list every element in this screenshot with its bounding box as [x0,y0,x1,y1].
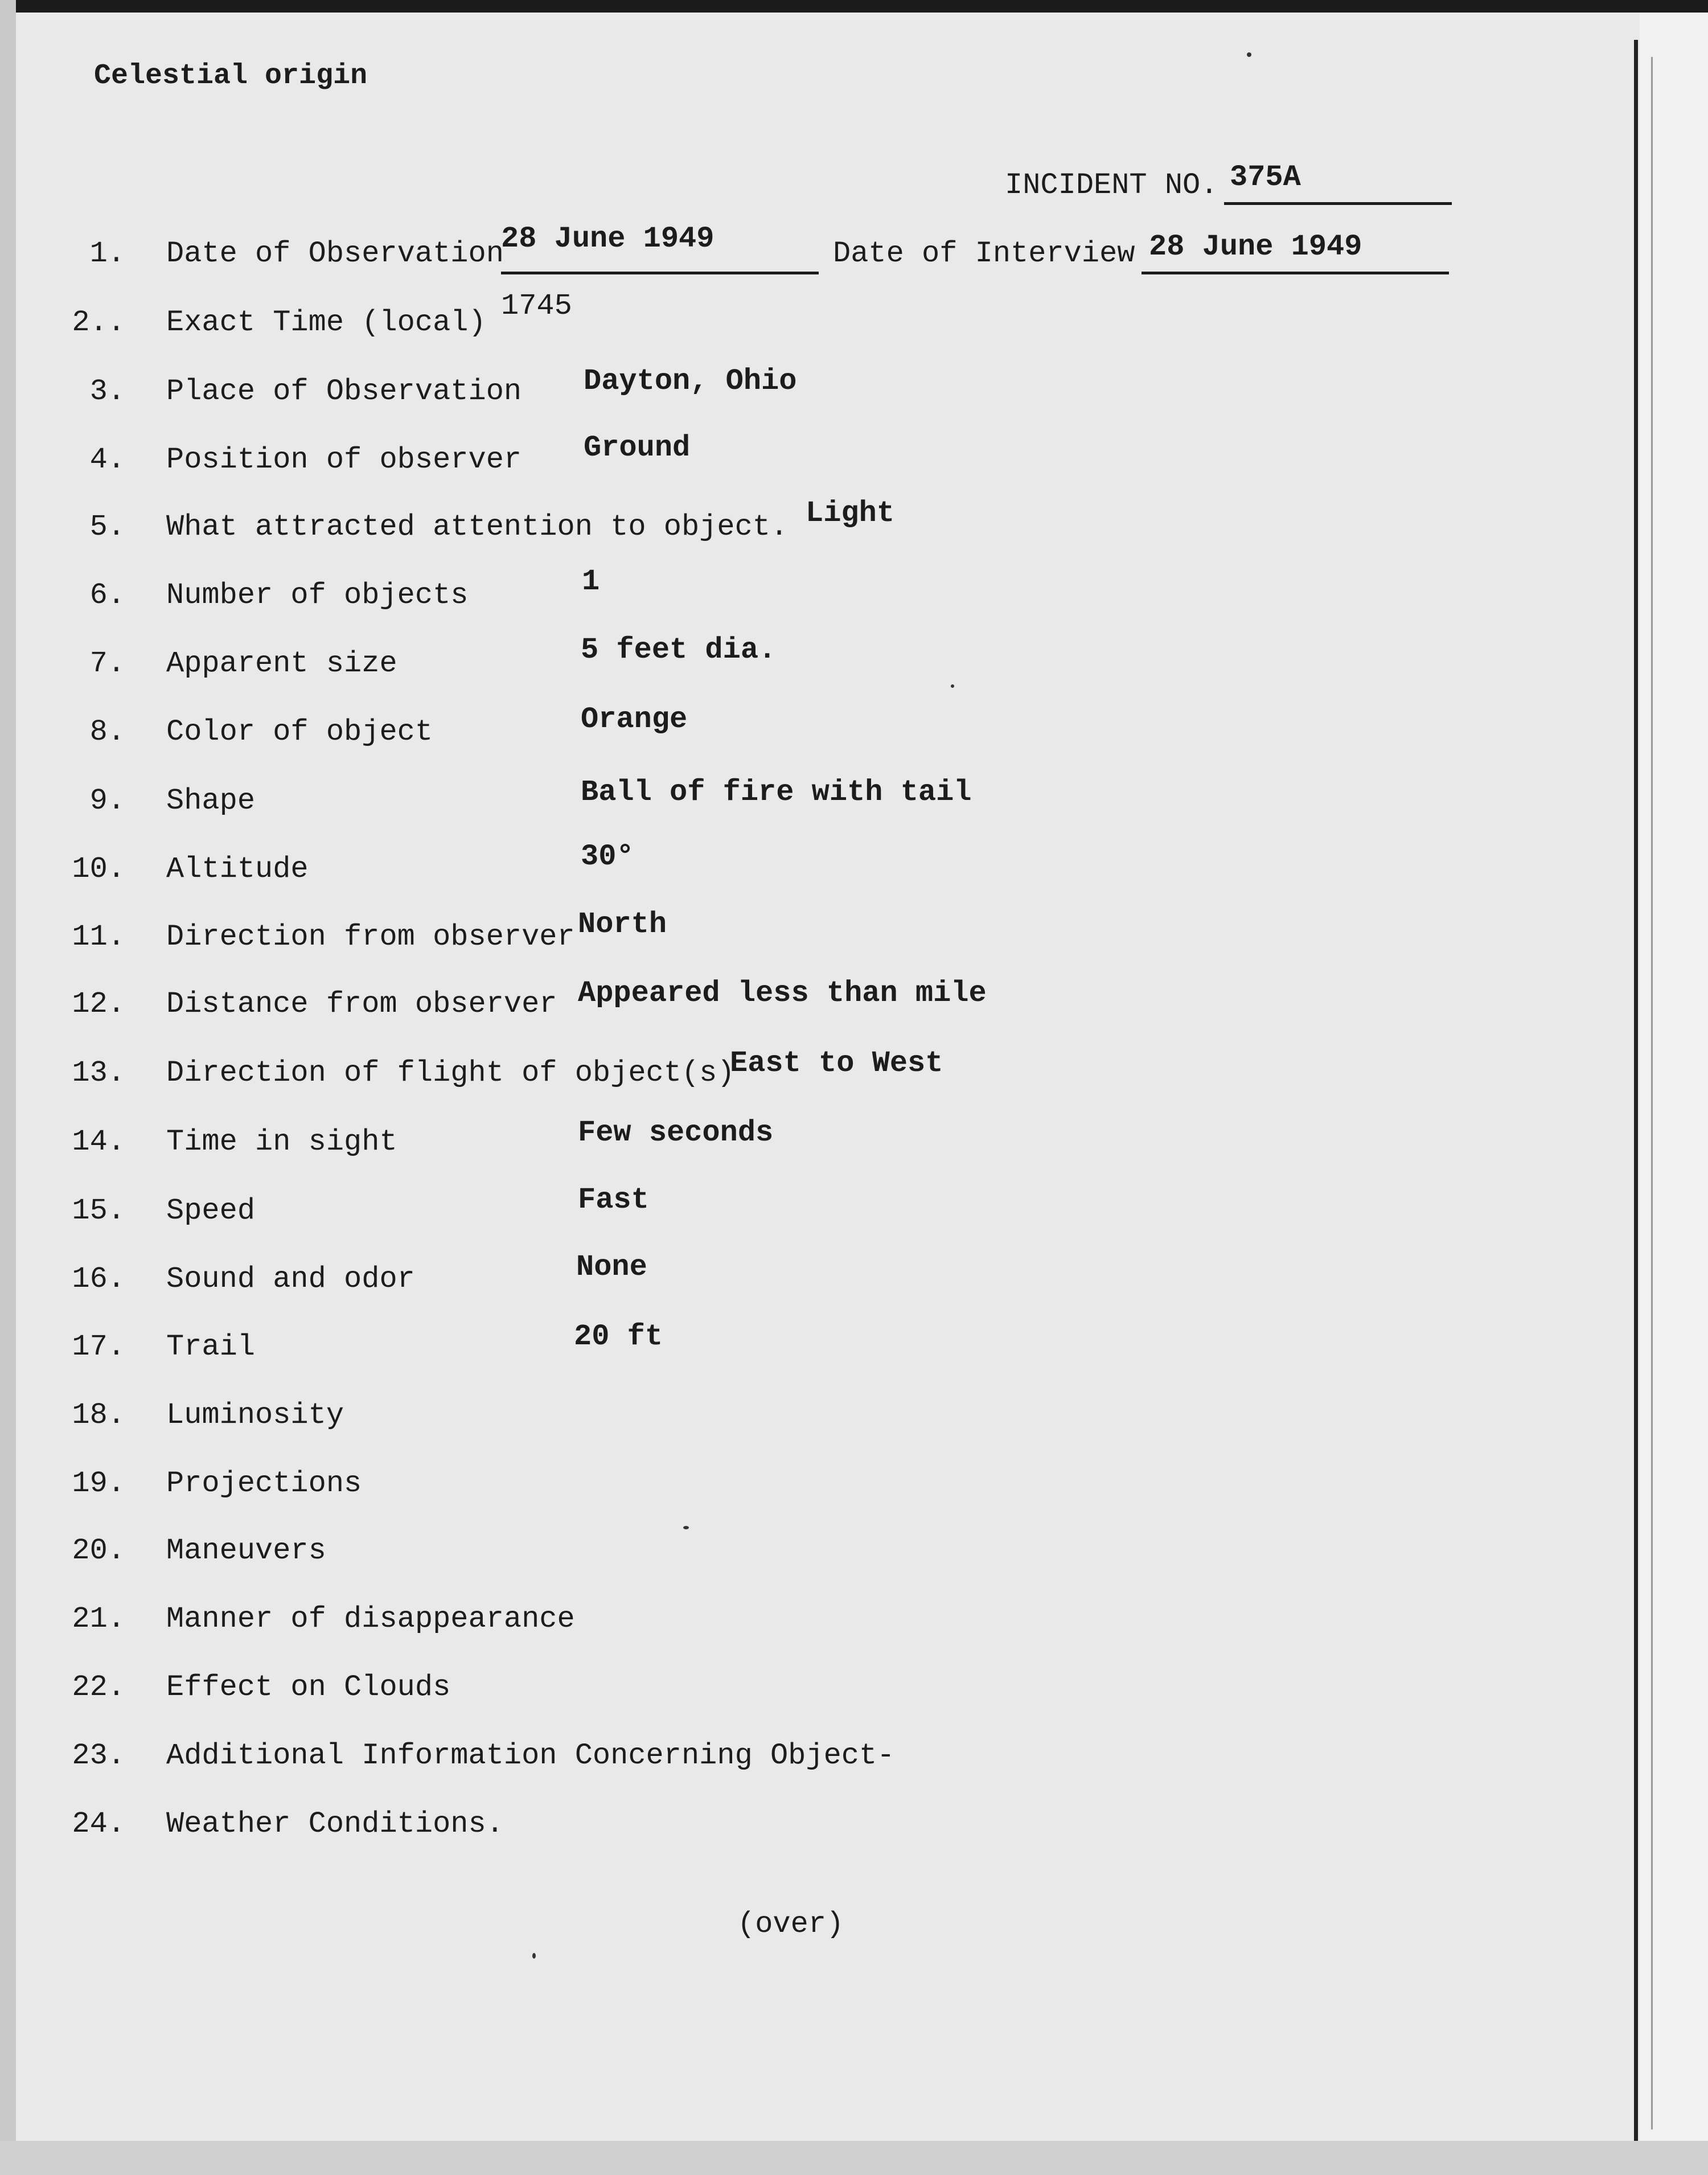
field-number: 24. [72,1807,125,1841]
scan-top-edge [0,0,1708,13]
incident-number-underline [1224,202,1452,205]
field-number: 6. [89,578,125,612]
field-label: Projections [166,1467,362,1500]
field-number: 14. [72,1125,125,1159]
field-label: Distance from observer [166,987,557,1021]
scan-right-margin [1640,13,1708,2141]
field-label: Manner of disappearance [166,1602,575,1636]
scan-speck [532,1953,536,1959]
field-label: Position of observer [166,443,522,477]
field-label: Apparent size [166,647,397,680]
field-value: Dayton, Ohio [584,364,797,398]
scan-speck [951,684,954,688]
field-number: 10. [72,852,125,886]
field-label: Speed [166,1194,256,1228]
field-number: 8. [89,715,125,749]
field-label: Effect on Clouds [166,1671,451,1704]
incident-number-value: 375A [1230,161,1301,194]
field-number: 15. [72,1194,125,1228]
field-label: Maneuvers [166,1534,326,1567]
field-value: North [578,908,667,941]
field-number: 17. [72,1330,125,1364]
field-label: Altitude [166,852,309,886]
field-label: Weather Conditions. [166,1807,504,1841]
field-value: Ground [584,431,691,465]
scan-speck [683,1526,689,1529]
scan-bottom-edge [0,2141,1708,2175]
field-number: 2.. [72,306,125,339]
scan-left-edge [0,0,16,2175]
field-value: 30° [581,840,634,873]
document-title: Celestial origin [94,60,368,92]
field-number: 7. [89,647,125,680]
field-number: 20. [72,1534,125,1567]
field-number: 11. [72,920,125,954]
field-label: Date of Observation [166,237,504,270]
field-number: 22. [72,1671,125,1704]
field-value: 28 June 1949 [501,222,715,256]
field-label: Shape [166,784,256,818]
field-value: None [576,1250,647,1284]
interview-date-underline [1142,272,1449,274]
field-label: Direction of flight of object(s) [166,1056,735,1090]
field-value: 5 feet dia. [581,633,777,667]
interview-date-value: 28 June 1949 [1149,230,1362,264]
field-number: 12. [72,987,125,1021]
scan-speck [1247,52,1251,57]
field-value: East to West [730,1047,943,1080]
field-number: 19. [72,1467,125,1500]
field-label: Number of objects [166,578,469,612]
field-value: Appeared less than mile [578,976,987,1010]
field-label: Color of object [166,715,433,749]
field-number: 5. [89,510,125,544]
field-number: 9. [89,784,125,818]
page-footer-over: (over) [737,1907,844,1941]
field-number: 1. [89,237,125,270]
field-number: 23. [72,1739,125,1772]
field-number: 18. [72,1398,125,1432]
field-value: 20 ft [574,1320,663,1353]
field-value: 1745 [501,289,572,323]
field-number: 21. [72,1602,125,1636]
field-number: 4. [89,443,125,477]
field-label: Additional Information Concerning Object- [166,1739,895,1772]
right-border-line [1634,40,1638,2141]
incident-number-label: INCIDENT NO. [1005,169,1218,202]
right-border-shadow [1651,57,1653,2129]
field-value: 1 [582,565,600,598]
field-number: 13. [72,1056,125,1090]
field-label: Luminosity [166,1398,344,1432]
field-value: Light [806,496,895,530]
field-value: Ball of fire with tail [581,775,972,809]
observation-date-underline [501,272,819,274]
field-value: Fast [578,1183,649,1217]
field-label: Direction from observer [166,920,575,954]
field-label: Place of Observation [166,375,522,408]
field-label: Trail [166,1330,256,1364]
field-number: 3. [89,375,125,408]
field-label: Exact Time (local) [166,306,486,339]
field-label: What attracted attention to object. [166,510,789,544]
field-value: Orange [581,703,688,736]
interview-date-label: Date of Interview [833,237,1135,270]
field-label: Sound and odor [166,1262,415,1296]
field-label: Time in sight [166,1125,397,1159]
field-value: Few seconds [578,1116,774,1150]
field-number: 16. [72,1262,125,1296]
